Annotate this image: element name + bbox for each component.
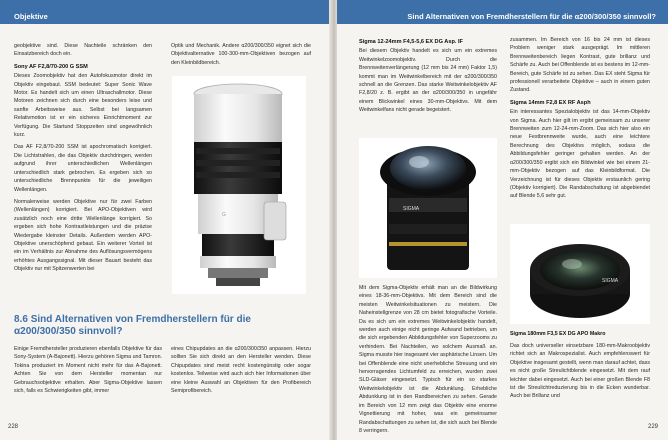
left-col1-intro: geobjektive sind. Diese Nachteile schränken den Einsatzbereich doch ein. (14, 43, 152, 58)
sony-lens-illustration (172, 76, 306, 294)
section-number: 8.6 (14, 314, 28, 325)
left-bottom-col2 (171, 345, 311, 399)
left-col1-paragraph-2: Das AF F2,8/70-200 SSM ist apochromatisch korrigiert. Die Lichtstrahlen, die das Objektiv durchdringen, werden aufgrund ihrer unterschiedlichen Wellenlängen unterschiedlich stark gebrochen. Es ergeben sich so unterschiedliche Brennpunkte für die jeweiligen Wellenlängen. (14, 144, 152, 193)
sigma-12-24-engraving: SIGMA (403, 206, 420, 212)
sigma-14-subheading: Sigma 14mm F2,8 EX RF Asph (510, 99, 591, 106)
right-col1-paragraph-2: Mit dem Sigma-Objektiv erhält man an die Bildwirkung eines 18-36-mm-Objektivs. Mit dem Bereich sind die meisten Weitwinkelsituationen zu meistern. Die Naheinstellgrenze von 28 cm bietet fotografische Vorteile. Da es sich um ein extremes Weitwinkelobjektiv handelt, werden auch einige nicht geringe Aufwand betrieben, um die sich ergebenden Abbildungsfehler von Superzooms zu verhindern. Bei Nachteilen, wo solchem Ausmaß an. Sigma musste hier insgesamt vier asphärische Linsen. Um bei Offenblende eine nicht unerhebliche Streuung und ein hervorragendes Lichtumfeld zu erreichen, wurden zwei SLD-Gläser eingesetzt. Typisch für ein so starkes Weitwinkelobjektiv ist die Abdunklung. Erhebliche Abdunklung ist in den Randbereichen zu sehen. Gerade im Bereich von 12 mm zeigt das Objektiv eine enorme Vignettierung mit hoher, was ein gemeinsamer Randabschattungen zu sehen ist, die sich auch bei Blende 8 verringern. (359, 285, 497, 434)
sigma-12-24-illustration (359, 138, 497, 278)
right-col2 (510, 36, 650, 205)
sony-lens-subheading: Sony AF F2,8/70-200 G SSM (14, 63, 88, 70)
right-col1 (359, 36, 497, 119)
sigma-180-lens-photo (510, 224, 650, 324)
sigma-12-24-lens-photo (359, 138, 497, 278)
right-col2-paragraph-3: Das doch universeller einsetzbare 180-mm-Makroobjektiv richtet sich an Makrospezialist. Auch empfehlenswert für Objektive insgesamt gestellt, wenn man darauf achtet, dass es nicht große Streulichtblende eingesetzt. Mit dem rauf leichter dabei eingesetzt. Auch bei einer großen Blende F8 ist die Streulichtreduzierung bis in die Ecken wunderbar. Auch bei Brillanz und (510, 343, 650, 400)
sigma-180-engraving: SIGMA (602, 278, 619, 284)
section-title: Sind Alternativen von Fremdherstellern für die α200/300/350 sinnvoll? (14, 314, 251, 337)
left-col2-paragraph-1: Optik und Mechanik. Andere α200/300/350 eignet sich die Objektivalternative 100-300-mm-Objektiven bezogen auf den Kleinbildbereich. (171, 43, 311, 66)
right-col2-lower (510, 342, 650, 405)
section-heading (14, 314, 304, 338)
left-col1-paragraph-1: Dieses Zoomobjektiv hat den Autofokusmotor direkt im Objektiv eingebaut. SSM bedeutet: Super Sonic Wave Motor. Es handelt sich um einen Ultraschallmotor. Diese Motoren zeichnen sich durch eine besonders leise und sanfte Arbeitsweise aus. Selbst bei langsamen Relativmotion ist er ein sicheres Einrichtmoment zur Verfügung. Die Startund Stoppzeiten sind ungewöhnlich kurz. (14, 73, 152, 139)
left-page-header: Objektive (0, 0, 331, 24)
sony-70-200-lens-photo (172, 76, 306, 294)
left-bottom-col2-text: eines Chipupdates an die α200/300/350 anpassen. Hierzu sollten Sie sich direkt an den Hersteller wenden. Diese Chipupdates sind meist recht kostengünstig oder sogar kostenlos. Teilweise wird auch sich hier Informationen über eine kleine Auswahl an Objektiven für den Profibereich Semiprofibereich. (171, 346, 311, 395)
left-col1-paragraph-3: Normalerweise werden Objektive nur für zwei Farben (Wellenlängen) korrigiert. Bei APO-Objektiven wird zusätzlich noch eine dritte Wellenlänge korrigiert. So ergeben sich hohe Kontrastleistungen und die präzise Wiedergabe kleinster Details. Außerdem werden APO-Objektive unerschöpfend gebaut. Ein weiterer Vorteil ist ein im Verhältnis zur Abnahme des Auflösungsvermögens erhöhtes Ausgangssignal. Mit dieser Bauart besteht das Objektiv nur mit Spitzenwerten bei (14, 198, 152, 273)
right-page-number: 229 (647, 424, 658, 430)
right-col2-paragraph-2: Ein interessantes Spezialobjektiv ist das 14-mm-Objektiv von Sigma. Auch hier gilt im ergibt gemeinsam zu unserer Brennweiten zum 12-24-mm-Zoom. Das sich hier also ein neue Festbrennweite wurde, auch eine leichtere Berechnung des Objektivs möglich, sodass die Abbildungsfehler geringer gehalten werden. An der α200/300/350 ergibt sich ein Bildwinkel wie bei einem 21-mm-Objektiv bezogen auf das Kleinbildformat. Die Verzeichnung ist für dieses Objektiv erstaunlich gering (Objektiv korrigiert). Die Randabschattung ist abgebiendet auf Blende 5,6 sehr gut. (510, 109, 650, 200)
sigma-180-caption: Sigma 180mm F3,5 EX DG APO Makro (510, 331, 606, 337)
left-page-number: 228 (8, 424, 19, 430)
right-col1-paragraph-1: Bei diesem Objektiv handelt es sich um ein extremes Weitwinkelzoomobjektiv. Durch die Brennweitenverlängerung (12 mm bis 24 mm) Faktor 1,5) kommt man im Weitwinkelbereich mit der α200/300/350 schnell an die Grenzen. Das starke Weitwinkelobjektiv AF F2,8/20 z. B. ergibt an der α200/300/350 in ungefähr einem Blickwinkel eines 30-mm-Objektivs. Mit dem Weitwinkelfans nicht gerade begeistert. (359, 48, 497, 114)
sigma-180-illustration (510, 224, 650, 324)
left-col1 (14, 42, 152, 278)
right-page-header: Sind Alternativen von Fremdherstellern für die α200/300/350 sinnvoll? (337, 0, 668, 24)
left-bottom-col1-text: Einige Fremdhersteller produzieren ebenfalls Objektive für das Sony-System (A-Bajonett). Hierzu gehören Sigma und Tamron. Tokina produziert im Moment nicht mehr für das A-Bajonett. Achten Sie von dem Hersteller momentan nur Gebrauchsobjektive erhalten. Aber Sigma-Objektive lassen sich, falls es Schwierigkeiten gibt, immer (14, 346, 162, 395)
sony-lens-engraving: G (222, 212, 226, 218)
right-col2-paragraph-1: zusammen. Im Bereich von 16 bis 24 mm ist dieses Problem weniger stark ausgeprägt. Im mittleren Brennweitenbereich liegen Kontrast, gute brillanz und Schärfe zu. Auch bei Offenblende ist es bestens im 12-mm-Bereich, gute Schärfe ist zu sehen. Das EX steht Sigma für professionell verarbeitete Objektive – auch in einem guten Zustand. (510, 37, 650, 94)
left-col2 (171, 42, 311, 71)
left-bottom-col1 (14, 345, 162, 399)
right-col1-lower (359, 284, 497, 439)
sigma-12-24-subheading: Sigma 12-24mm F4,5-5,6 EX DG Asp. IF (359, 39, 463, 45)
